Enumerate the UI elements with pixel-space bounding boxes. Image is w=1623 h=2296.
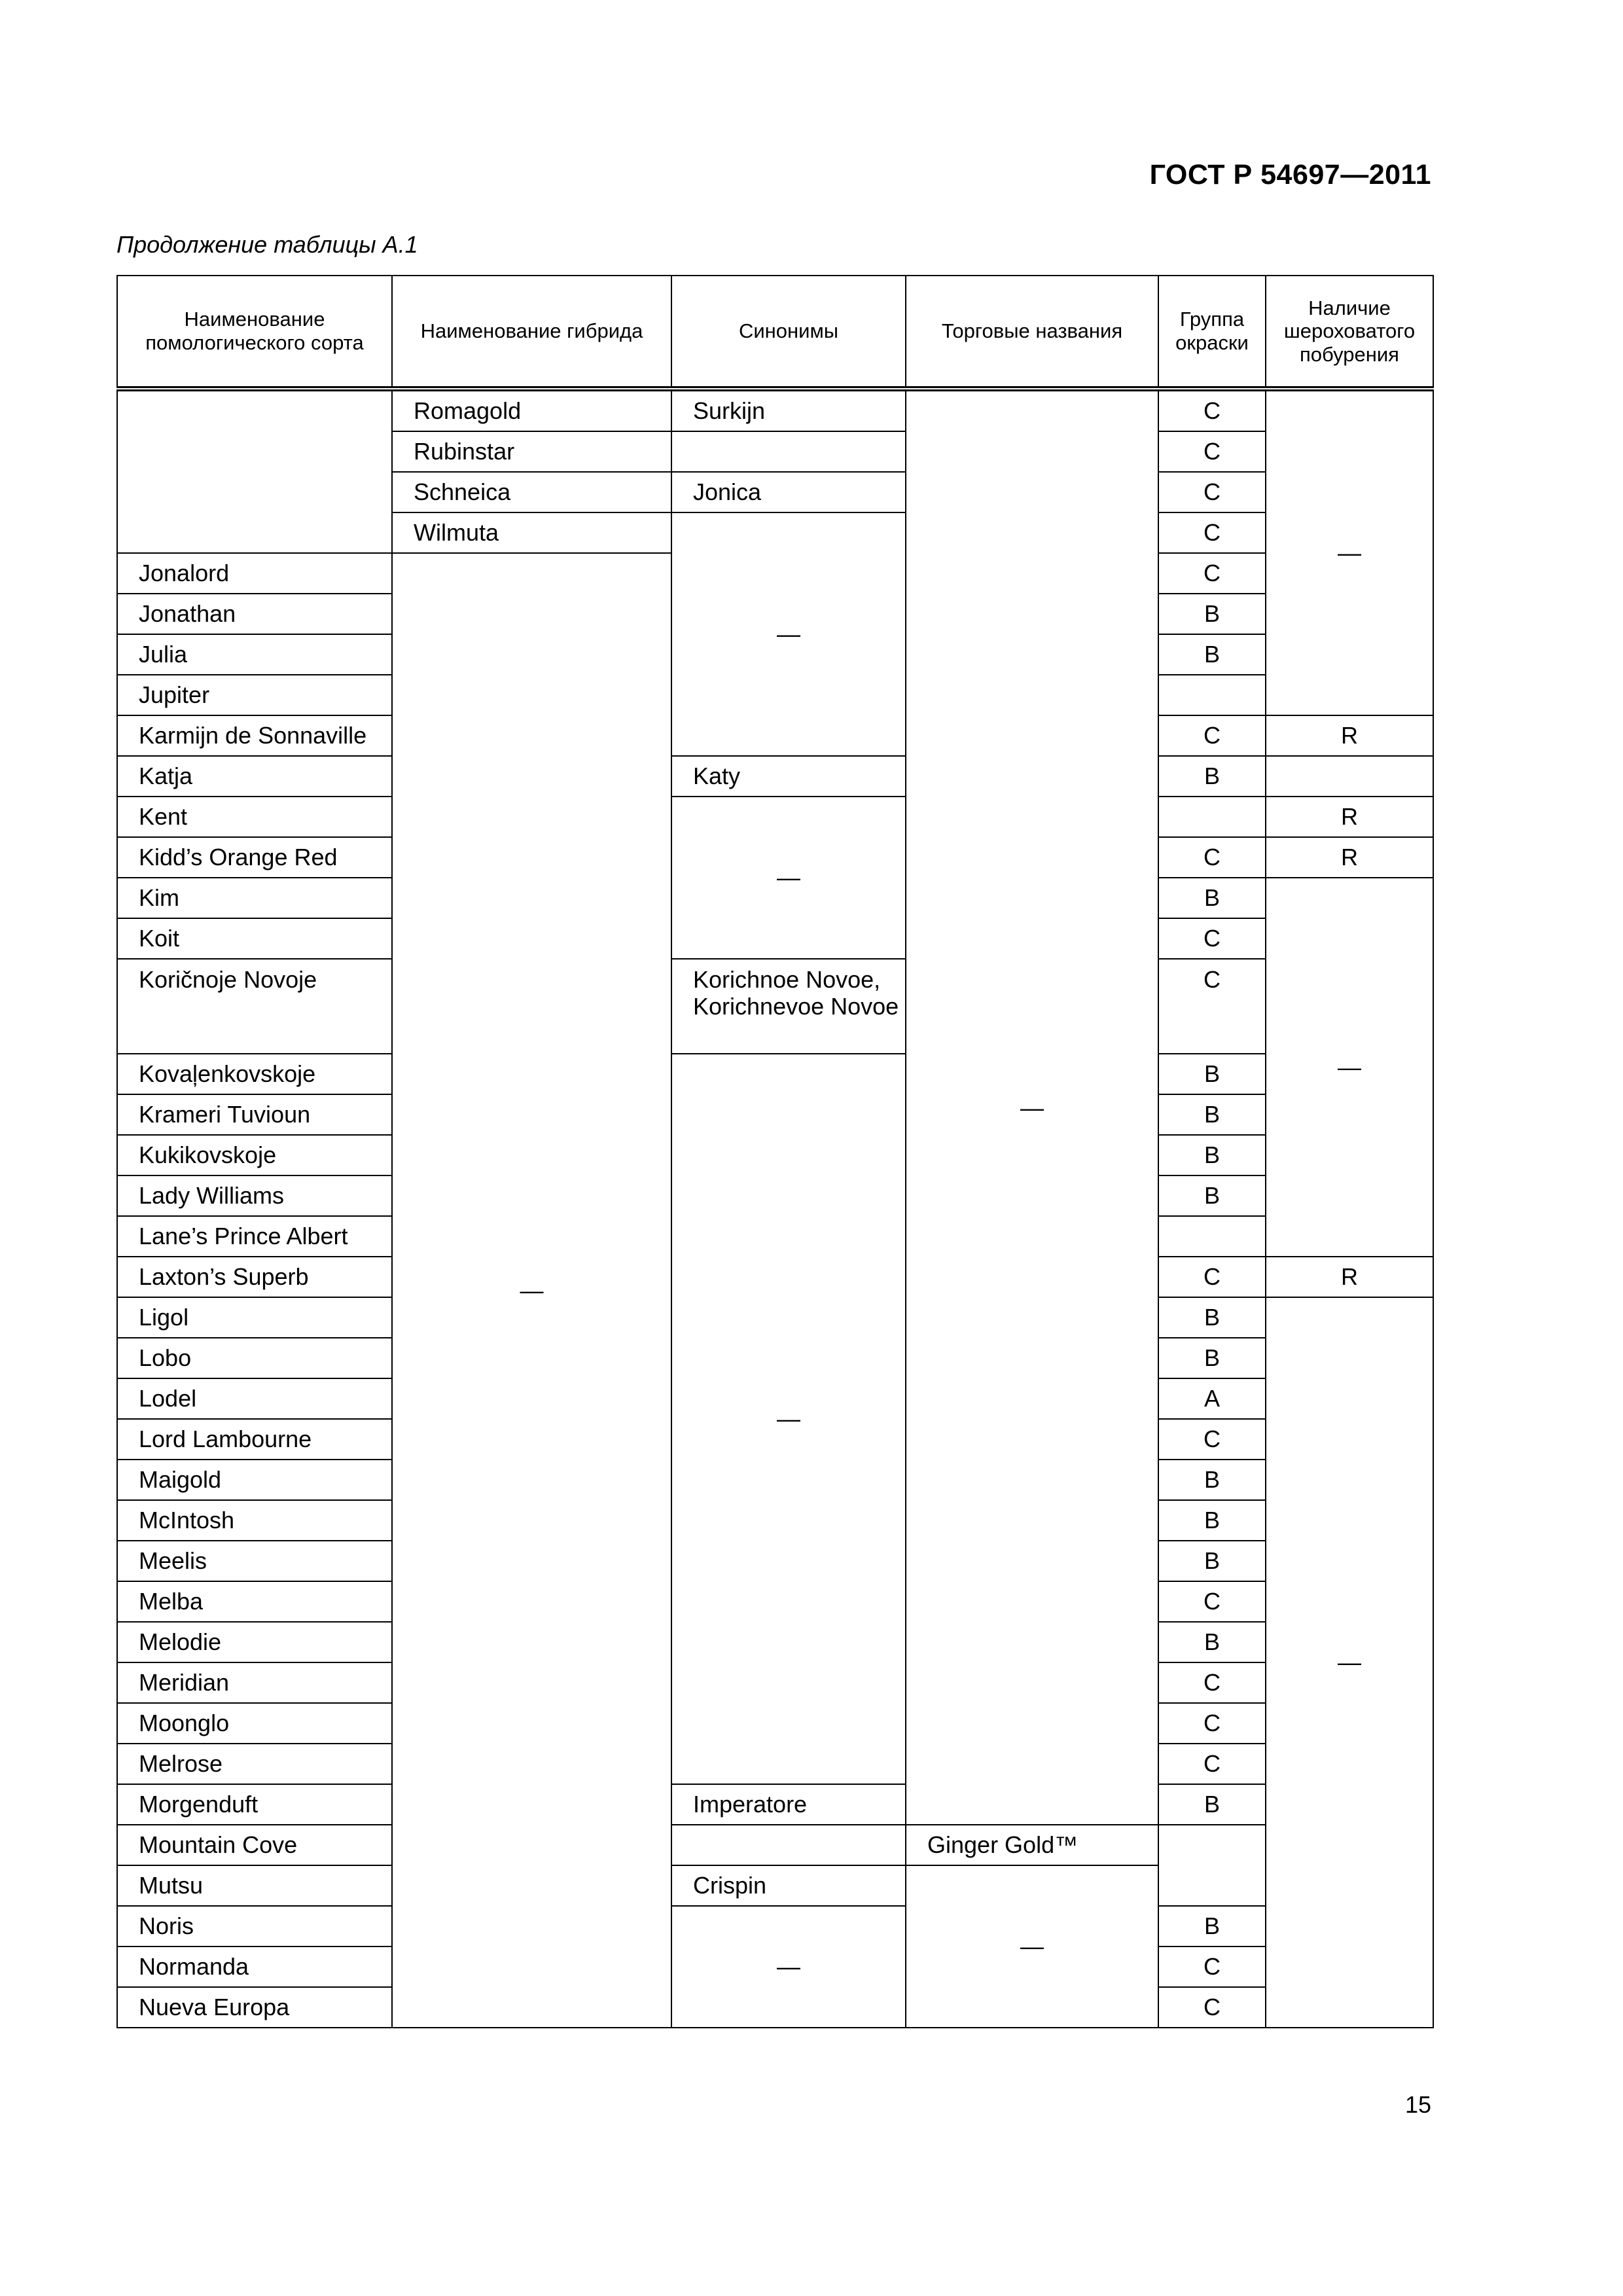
cell-variety: Kim xyxy=(117,878,392,918)
cell-synonym: Jonica xyxy=(671,472,906,512)
cell-russeting: R xyxy=(1266,797,1433,837)
cell-variety: Koričnoje Novoje xyxy=(117,959,392,1054)
varieties-table xyxy=(116,275,1434,2028)
cell-color: C xyxy=(1158,512,1266,553)
cell-color: C xyxy=(1158,472,1266,512)
cell-color: B xyxy=(1158,1338,1266,1378)
header-hybrid: Наименование гибрида xyxy=(392,276,671,389)
cell-variety: Karmijn de Sonnaville xyxy=(117,715,392,756)
header-color-group: Группа окраски xyxy=(1158,276,1266,389)
cell-color: B xyxy=(1158,1054,1266,1094)
cell-variety: Noris xyxy=(117,1906,392,1946)
cell-synonym: Surkijn xyxy=(671,389,906,431)
cell-color: C xyxy=(1158,1946,1266,1987)
cell-color: C xyxy=(1158,1703,1266,1744)
cell-variety: Lane’s Prince Albert xyxy=(117,1216,392,1257)
cell-variety: Melrose xyxy=(117,1744,392,1784)
table-header-row xyxy=(117,276,1433,389)
cell-color: B xyxy=(1158,878,1266,918)
header-synonyms: Синонимы xyxy=(671,276,906,389)
cell-color: C xyxy=(1158,553,1266,594)
page-number: 15 xyxy=(1404,2091,1431,2118)
cell-russeting-dash: — xyxy=(1266,389,1433,715)
cell-variety: Katja xyxy=(117,756,392,797)
cell-hybrid: Wilmuta xyxy=(392,512,671,553)
table-row xyxy=(117,756,1433,797)
cell-variety: Jupiter xyxy=(117,675,392,715)
cell-color: B xyxy=(1158,1622,1266,1662)
cell-synonym-dash: — xyxy=(671,1054,906,1784)
cell-variety: Lodel xyxy=(117,1378,392,1419)
cell-hybrid: Rubinstar xyxy=(392,431,671,472)
cell-synonym: Crispin xyxy=(671,1865,906,1906)
standard-code: ГОСТ Р 54697—2011 xyxy=(1149,159,1431,190)
cell-variety: Moonglo xyxy=(117,1703,392,1744)
cell-synonym: Korichnoe Novoe, Korichnevoe Novoe xyxy=(671,959,906,1054)
cell-color: C xyxy=(1158,1257,1266,1297)
cell-color: C xyxy=(1158,1581,1266,1622)
cell-color: B xyxy=(1158,1175,1266,1216)
cell-hybrid: Schneica xyxy=(392,472,671,512)
cell-color: B xyxy=(1158,1541,1266,1581)
cell-variety: Meelis xyxy=(117,1541,392,1581)
cell-color: C xyxy=(1158,389,1266,431)
cell-color: C xyxy=(1158,959,1266,1054)
cell-color xyxy=(1158,1216,1266,1257)
cell-hybrid-dash: — xyxy=(392,553,671,2028)
cell-color: B xyxy=(1158,1784,1266,1825)
table-caption: Продолжение таблицы А.1 xyxy=(116,231,418,258)
cell-color: B xyxy=(1158,1500,1266,1541)
cell-variety: McIntosh xyxy=(117,1500,392,1541)
cell-russeting-dash: — xyxy=(1266,1297,1433,2028)
cell-russeting-dash: — xyxy=(1266,878,1433,1257)
header-russeting: Наличие шероховатого побурения xyxy=(1266,276,1433,389)
cell-variety: Jonathan xyxy=(117,594,392,634)
cell-synonym: Imperatore xyxy=(671,1784,906,1825)
header-variety: Наименование помологического сорта xyxy=(117,276,392,389)
table-row xyxy=(117,959,1433,1054)
cell-russeting: R xyxy=(1266,837,1433,878)
table-row xyxy=(117,1825,1433,1865)
cell-color xyxy=(1158,675,1266,715)
cell-color: B xyxy=(1158,1094,1266,1135)
cell-variety: Mountain Cove xyxy=(117,1825,392,1865)
cell-color: C xyxy=(1158,1419,1266,1460)
cell-variety: Melba xyxy=(117,1581,392,1622)
cell-variety: Kukikovskoje xyxy=(117,1135,392,1175)
cell-variety: Lobo xyxy=(117,1338,392,1378)
cell-color xyxy=(1158,797,1266,837)
cell-color: C xyxy=(1158,1744,1266,1784)
cell-color: B xyxy=(1158,594,1266,634)
table-row xyxy=(117,797,1433,837)
cell-color: B xyxy=(1158,1460,1266,1500)
cell-variety: Kidd’s Orange Red xyxy=(117,837,392,878)
cell-synonym-dash: — xyxy=(671,1906,906,2028)
cell-variety: Meridian xyxy=(117,1662,392,1703)
table-row xyxy=(117,1054,1433,1094)
cell-variety: Normanda xyxy=(117,1946,392,1987)
cell-synonym xyxy=(671,1825,906,1865)
cell-color: C xyxy=(1158,1662,1266,1703)
cell-synonym xyxy=(671,431,906,472)
cell-trade-dash: — xyxy=(906,1865,1158,2028)
cell-russeting xyxy=(1266,756,1433,797)
cell-variety: Morgenduft xyxy=(117,1784,392,1825)
cell-color-empty xyxy=(1158,1825,1266,1906)
cell-variety: Nueva Europa xyxy=(117,1987,392,2028)
cell-variety: Kent xyxy=(117,797,392,837)
cell-variety: Kovaļenkovskoje xyxy=(117,1054,392,1094)
cell-color: B xyxy=(1158,1297,1266,1338)
table-row xyxy=(117,389,1433,431)
cell-variety: Julia xyxy=(117,634,392,675)
cell-color: B xyxy=(1158,1135,1266,1175)
cell-russeting: R xyxy=(1266,715,1433,756)
cell-variety: Ligol xyxy=(117,1297,392,1338)
cell-variety: Lord Lambourne xyxy=(117,1419,392,1460)
cell-color: C xyxy=(1158,715,1266,756)
cell-variety: Koit xyxy=(117,918,392,959)
cell-synonym-dash: — xyxy=(671,797,906,959)
cell-variety: Lady Williams xyxy=(117,1175,392,1216)
cell-variety: Melodie xyxy=(117,1622,392,1662)
cell-color: C xyxy=(1158,918,1266,959)
cell-russeting: R xyxy=(1266,1257,1433,1297)
header-trade-names: Торговые названия xyxy=(906,276,1158,389)
cell-variety: Laxton’s Superb xyxy=(117,1257,392,1297)
cell-color: C xyxy=(1158,431,1266,472)
cell-color: B xyxy=(1158,634,1266,675)
cell-hybrid: Romagold xyxy=(392,389,671,431)
cell-variety: Jonalord xyxy=(117,553,392,594)
table-row xyxy=(117,1906,1433,1946)
cell-color: C xyxy=(1158,837,1266,878)
cell-variety: Mutsu xyxy=(117,1865,392,1906)
table-row xyxy=(117,1784,1433,1825)
cell-variety: Krameri Tuvioun xyxy=(117,1094,392,1135)
cell-variety-empty xyxy=(117,389,392,553)
cell-color: C xyxy=(1158,1987,1266,2028)
cell-color: A xyxy=(1158,1378,1266,1419)
cell-trade-dash: — xyxy=(906,389,1158,1825)
cell-synonym: Katy xyxy=(671,756,906,797)
cell-variety: Maigold xyxy=(117,1460,392,1500)
cell-synonym-dash: — xyxy=(671,512,906,756)
cell-color: B xyxy=(1158,1906,1266,1946)
cell-color: B xyxy=(1158,756,1266,797)
cell-trade: Ginger Gold™ xyxy=(906,1825,1158,1865)
